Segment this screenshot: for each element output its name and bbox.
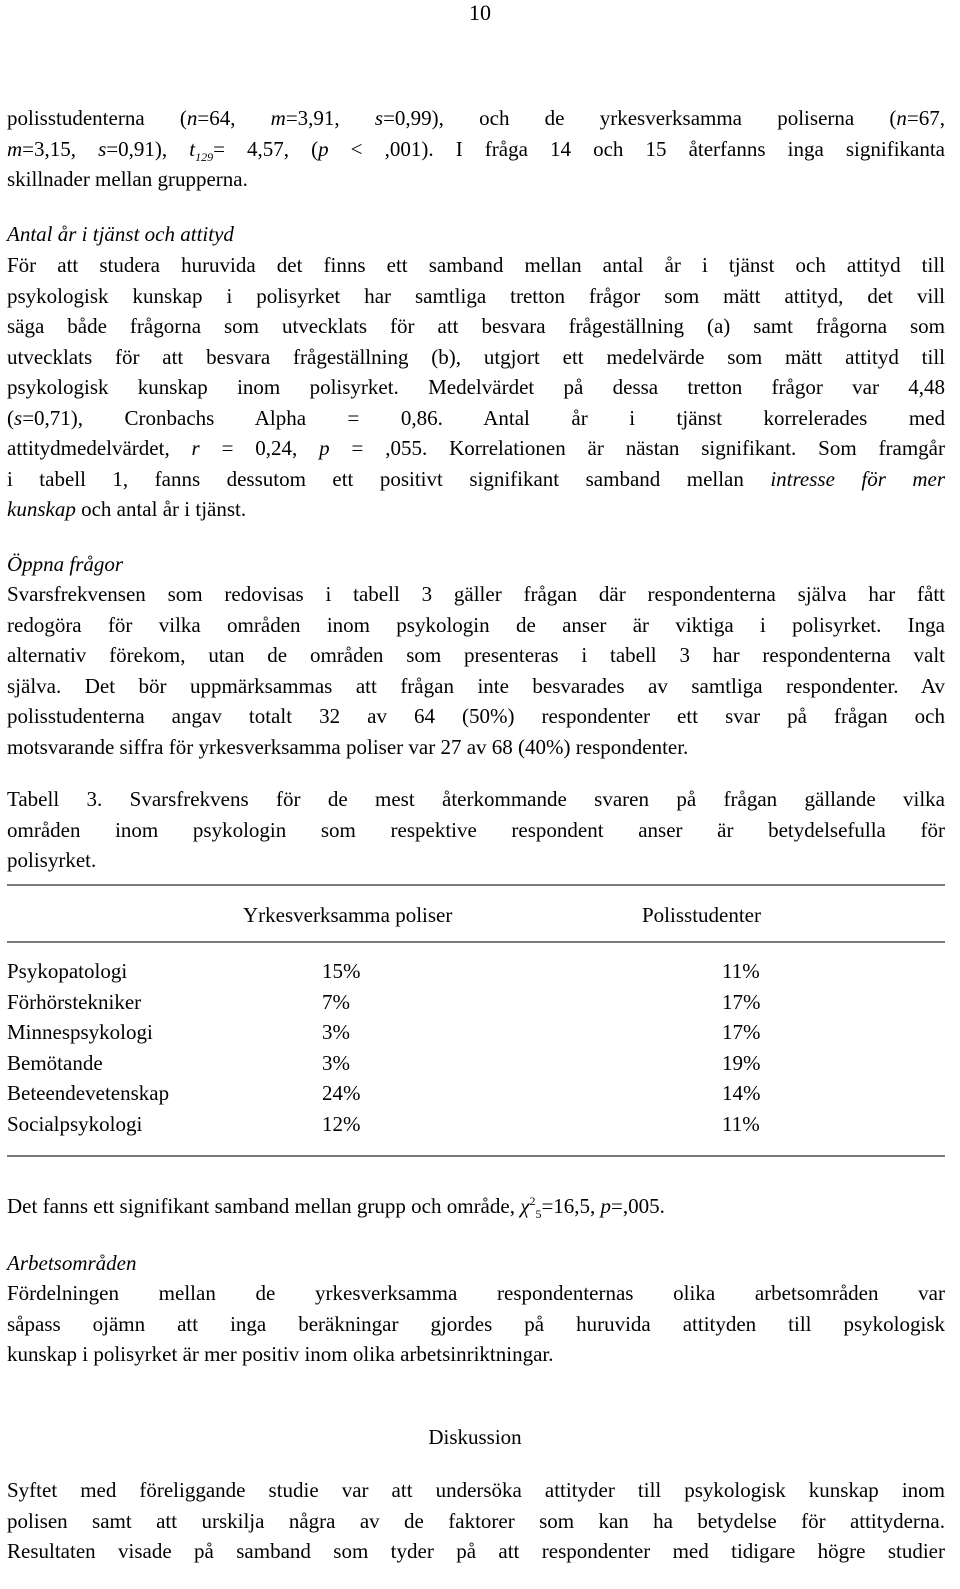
paragraph-results-continued: polisstudenterna (n=64, m=3,91, s=0,99), och de yrkesverksamma poliserna (n=67, m=3,15, s=0,91), $t_{129}= 4,57$, (p < ,001). I fråga 14 och 15 återfanns inga signifikanta skillnader mellan grupperna.	[7, 106, 946, 191]
student-cell: 17%	[722, 989, 761, 1014]
table-top-rule	[7, 884, 945, 886]
area-cell: Minnespsykologi	[7, 1020, 153, 1044]
paragraph-svarsfrekvens: Svarsfrekvensen som redovisas i tabell 3 gäller frågan där respondenterna själva har fått redogöra för vilka områden inom psykologin de anser är viktiga i polisyrket. Inga alternativ förekom, utan de områden som presenteras i tabell 3 har respondenterna valt själva. Det bör uppmärksammas att frågan inte besvarades av samtliga respondenter. Av polisstudenterna angav totalt 32 av 64 (50%) respondenter ett svar på frågan och motsvarande siffra för yrkesverksamma poliser var 27 av 68 (40%) respondenter.	[7, 582, 945, 759]
paragraph-diskussion: Syftet med föreliggande studie var att undersöka attityder till psykologisk kunskap inom polisen samt att urskilja några av de faktorer som kan ha betydelse för attityderna. Resultaten visade på samband som tyder på att respondenter med tidigare högre studier	[7, 1478, 945, 1563]
table-row	[7, 1078, 782, 1109]
yrke-cell: 3%	[322, 1020, 350, 1044]
table-header-rule	[7, 941, 945, 943]
student-cell: 11%	[722, 1111, 760, 1136]
table-caption: Tabell 3. Svarsfrekvens för de mest återkommande svaren på frågan gällande vilka områden inom psykologin som respektive respondent anser är betydelsefulla för polisyrket.	[7, 787, 945, 872]
paragraph-arbetsomraden: Fördelningen mellan de yrkesverksamma respondenternas olika arbetsområden var såpass ojämn att inga beräkningar gjordes på huruvida attityden till psykologisk kunskap i polisyrket är mer positiv inom olika arbetsinriktningar.	[7, 1281, 945, 1366]
yrke-cell: 3%	[322, 1050, 350, 1075]
yrke-cell: 7%	[322, 989, 350, 1014]
response-table	[7, 956, 782, 1139]
area-cell: Psykopatologi	[7, 959, 128, 983]
area-cell: Beteendevetenskap	[7, 1081, 170, 1105]
table-row	[7, 1048, 782, 1079]
student-cell: 11%	[722, 959, 760, 983]
heading-antal-ar: Antal år i tjänst och attityd	[7, 222, 234, 246]
table-row	[7, 987, 782, 1018]
table-header-polisstudenter: Polisstudenter	[642, 903, 761, 927]
paragraph-attityd: För att studera huruvida det finns ett samband mellan antal år i tjänst och attityd till psykologisk kunskap i polisyrket har samtliga tretton frågor som mätt attityd, det vill säga både frågorna som utvecklats för att besvara frågeställning (a) samt frågorna som utvecklats för att besvara frågeställning (b), utgjort ett medelvärde som mätt attityd till psykologisk kunskap inom polisyrket. Medelvärdet på dessa tretton frågor var 4,48 (s=0,71), Cronbachs Alpha = 0,86. Antal år i tjänst korrelerades med attitydmedelvärdet, r = 0,24, p = ,055. Korrelationen är nästan signifikant. Som framgår i tabell 1, fanns dessutom ett positivt signifikant samband mellan intresse för mer kunskap och antal år i tjänst.	[7, 253, 945, 521]
student-cell: 17%	[722, 1020, 761, 1044]
area-cell: Socialpsykologi	[7, 1111, 143, 1136]
area-cell: Bemötande	[7, 1050, 103, 1075]
heading-arbetsomraden: Arbetsområden	[7, 1251, 137, 1275]
yrke-cell: 15%	[322, 959, 361, 983]
page-number: 10	[469, 0, 491, 25]
student-cell: 19%	[722, 1050, 761, 1075]
table-row	[7, 956, 782, 987]
section-title-diskussion: Diskussion	[428, 1425, 522, 1449]
table-bottom-rule	[7, 1155, 945, 1157]
yrke-cell: 12%	[322, 1111, 361, 1136]
heading-oppna-fragor: Öppna frågor	[7, 552, 124, 576]
yrke-cell: 24%	[322, 1081, 361, 1105]
student-cell: 14%	[722, 1081, 761, 1105]
table-row	[7, 1017, 782, 1048]
chi-square-statement: Det fanns ett signifikant samband mellan grupp och område, $\chi^2_5=16,5$, p=,005.	[7, 1194, 665, 1222]
table-row	[7, 1109, 782, 1140]
table-header-yrkesverksamma: Yrkesverksamma poliser	[243, 903, 453, 927]
area-cell: Förhörstekniker	[7, 989, 142, 1014]
